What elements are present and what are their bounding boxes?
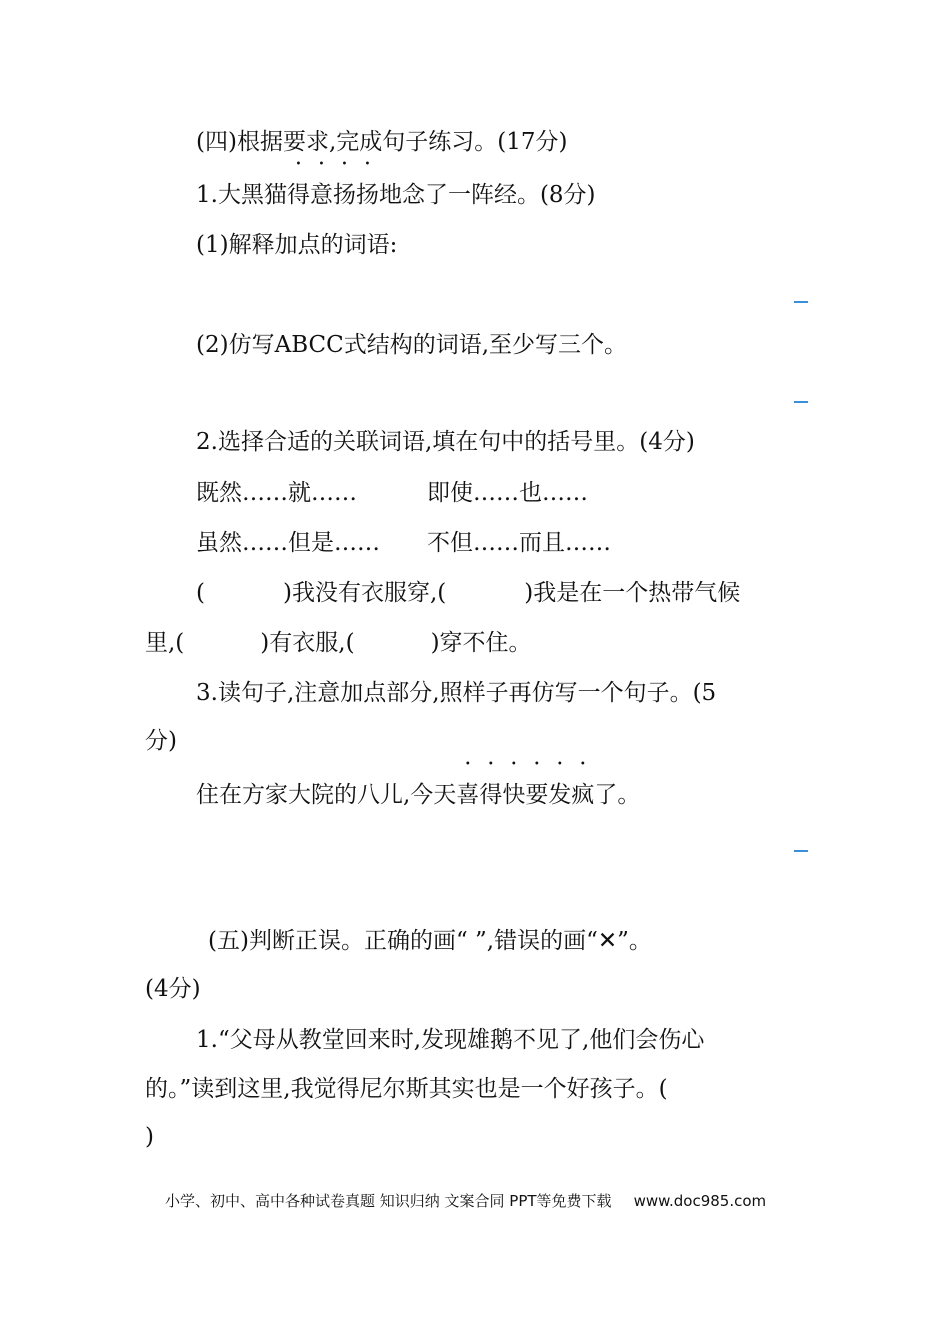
dotted-char: 要 bbox=[525, 782, 549, 808]
question-1-sentence bbox=[196, 180, 596, 210]
dotted-char: 扬 bbox=[355, 182, 379, 208]
blank-open-paren: ( bbox=[196, 580, 205, 606]
conjunction-option-4: 不但……而且…… bbox=[427, 530, 611, 556]
footer-site-link[interactable]: www.doc985.com bbox=[633, 1192, 767, 1210]
section-4-heading: (四)根据要求,完成句子练习。(17分) bbox=[196, 129, 568, 155]
question-3-example-sentence bbox=[196, 780, 640, 810]
question-1-sub-2: (2)仿写ABCC式结构的词语,至少写三个。 bbox=[196, 332, 628, 358]
dotted-char: 疯 bbox=[571, 782, 595, 808]
answer-line-marker bbox=[794, 401, 808, 403]
fill-blank-text: )有衣服,( bbox=[260, 630, 355, 656]
footer-text: 小学、初中、高中各种试卷真题 知识归纳 文案合同 PPT等免费下载 bbox=[165, 1192, 612, 1210]
dotted-char: 喜 bbox=[456, 782, 480, 808]
page-footer bbox=[165, 1190, 766, 1212]
question-1-sub-1: (1)解释加点的词语: bbox=[196, 232, 398, 258]
fill-blank-text: 里,( bbox=[145, 630, 185, 656]
answer-line-marker bbox=[794, 850, 808, 852]
conjunction-option-1: 既然……就…… bbox=[196, 480, 357, 506]
fill-blank-line-2 bbox=[145, 628, 532, 658]
dotted-char: 意 bbox=[309, 182, 333, 208]
fill-blank-text: )我没有衣服穿,( bbox=[282, 580, 447, 606]
fill-blank-text: )穿不住。 bbox=[430, 630, 532, 656]
fill-blank-text: )我是在一个热带气候 bbox=[524, 580, 741, 606]
question-1-suffix: 地念了一阵经。(8分) bbox=[378, 182, 596, 208]
true-false-q1-line-1: 1.“父母从教堂回来时,发现雄鹅不见了,他们会伤心 bbox=[196, 1027, 705, 1053]
dotted-char: 扬 bbox=[332, 182, 356, 208]
conjunction-option-2: 即使……也…… bbox=[427, 480, 588, 506]
true-false-q1-line-2: 的。”读到这里,我觉得尼尔斯其实也是一个好孩子。( bbox=[145, 1076, 668, 1102]
example-prefix: 住在方家大院的八儿,今天 bbox=[196, 782, 457, 808]
fill-blank-line-1 bbox=[196, 578, 740, 608]
dotted-char: 快 bbox=[502, 782, 526, 808]
dotted-char: 发 bbox=[548, 782, 572, 808]
answer-line-marker bbox=[794, 301, 808, 303]
section-5-heading: (五)判断正误。正确的画“ ”,错误的画“✕”。 bbox=[208, 928, 652, 954]
true-false-q1-line-3: ) bbox=[145, 1124, 154, 1150]
section-5-score: (4分) bbox=[145, 976, 201, 1002]
question-3-heading-cont: 分) bbox=[145, 728, 177, 754]
example-suffix: 了。 bbox=[594, 782, 641, 808]
conjunction-option-3: 虽然……但是…… bbox=[196, 530, 380, 556]
question-3-heading: 3.读句子,注意加点部分,照样子再仿写一个句子。(5 bbox=[196, 680, 717, 706]
dotted-char: 得 bbox=[286, 182, 310, 208]
dotted-char: 得 bbox=[479, 782, 503, 808]
question-2-heading: 2.选择合适的关联词语,填在句中的括号里。(4分) bbox=[196, 429, 695, 455]
question-1-prefix: 1.大黑猫 bbox=[196, 182, 287, 208]
